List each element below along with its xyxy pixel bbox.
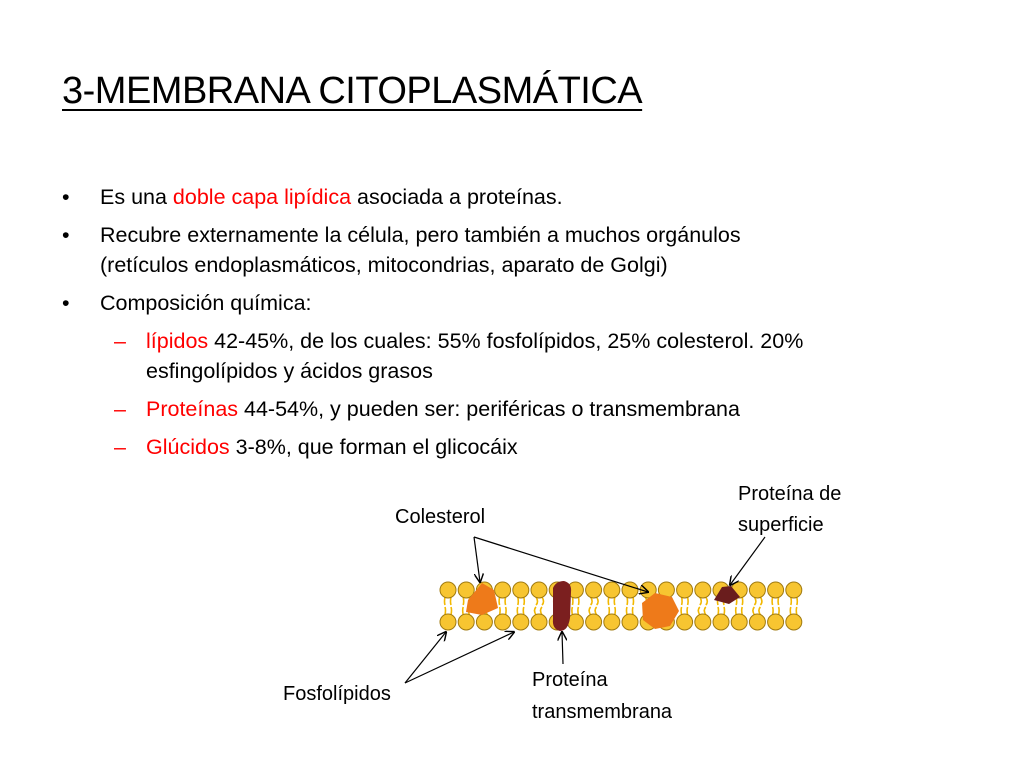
- lipid-tail: [506, 607, 507, 615]
- bullet-text: Es una: [100, 185, 173, 209]
- lipid-tail: [463, 607, 464, 615]
- phospholipid-head: [495, 582, 511, 598]
- phospholipid-head: [622, 614, 638, 630]
- phospholipid-head: [531, 582, 547, 598]
- phospholipid-head: [604, 614, 620, 630]
- lipid-tail: [445, 607, 446, 615]
- lipid-tail: [742, 607, 743, 615]
- phospholipid-head: [604, 582, 620, 598]
- lipid-tail: [524, 597, 525, 605]
- lipid-tail: [589, 607, 591, 615]
- highlight-text: lípidos: [146, 329, 209, 353]
- phospholipid-head: [495, 614, 511, 630]
- lipid-tail: [608, 597, 609, 605]
- label-fosfolipidos: Fosfolípidos: [283, 683, 391, 705]
- label-transmembrane-protein: transmembrana: [532, 701, 673, 723]
- highlight-text: Glúcidos: [146, 435, 230, 459]
- lipid-tail: [615, 607, 616, 615]
- lipid-tail: [499, 597, 500, 605]
- lipid-tail: [742, 597, 743, 605]
- phospholipid-head: [695, 614, 711, 630]
- label-colesterol: Colesterol: [395, 506, 486, 528]
- lipid-tail: [505, 597, 506, 605]
- phospholipid-head: [586, 582, 602, 598]
- phospholipid-head: [695, 582, 711, 598]
- bullet-text: asociada a proteínas.: [351, 185, 563, 209]
- phospholipid-head: [513, 582, 529, 598]
- lipid-tail: [627, 597, 628, 605]
- lipid-tail: [633, 607, 634, 615]
- lipid-tail: [797, 597, 798, 605]
- lipid-tail: [760, 597, 762, 605]
- phospholipid-head: [749, 614, 765, 630]
- phospholipid-head: [586, 614, 602, 630]
- phospholipid-head: [749, 582, 765, 598]
- lipid-tail: [681, 607, 682, 615]
- phospholipid-head: [677, 614, 693, 630]
- lipid-tail: [790, 607, 791, 615]
- sub-bullet-text: 3-8%, que forman el glicocáix: [229, 435, 518, 459]
- lipid-tail: [779, 607, 780, 615]
- lipid-tail: [753, 607, 755, 615]
- phospholipid-head: [731, 614, 747, 630]
- lipid-tail: [724, 607, 725, 615]
- lipid-tail: [572, 607, 573, 615]
- slide-title: 3-MEMBRANA CITOPLASMÁTICA: [62, 70, 643, 112]
- bullet-text: Recubre externamente la célula, pero también a muchos orgánulos: [100, 223, 741, 247]
- phospholipid-head: [713, 614, 729, 630]
- phospholipid-head: [786, 582, 802, 598]
- bullet-text: (retículos endoplasmáticos, mitocondrias, aparato de Golgi): [100, 253, 668, 277]
- lipid-tail: [451, 607, 452, 615]
- phospholipid-head: [531, 614, 547, 630]
- phospholipid-head: [768, 582, 784, 598]
- highlight-text: doble capa lipídica: [172, 185, 352, 209]
- lipid-tail: [614, 597, 615, 605]
- lipid-tail: [451, 597, 452, 605]
- lipid-tail: [682, 597, 683, 605]
- lipid-tail: [535, 607, 537, 615]
- phospholipid-head: [476, 614, 492, 630]
- phospholipid-head: [513, 614, 529, 630]
- lipid-tail: [796, 607, 797, 615]
- lipid-tail: [736, 607, 737, 615]
- lipid-tail: [718, 607, 719, 615]
- lipid-tail: [698, 607, 700, 615]
- pointer-arrows: [405, 537, 765, 683]
- lipid-tail: [687, 607, 688, 615]
- phospholipid-head: [786, 614, 802, 630]
- lipid-tail: [688, 597, 689, 605]
- lipid-tail: [572, 597, 573, 605]
- label-surface-protein: superficie: [738, 514, 824, 536]
- sub-bullet-text: esfingolípidos y ácidos grasos: [146, 359, 433, 383]
- sub-bullet-text: 42-45%, de los cuales: 55% fosfolípidos, 25% colesterol. 20%: [208, 329, 804, 353]
- lipid-tail: [706, 597, 708, 605]
- lipid-tail: [597, 597, 599, 605]
- lipid-tail: [609, 607, 610, 615]
- lipid-tail: [542, 597, 544, 605]
- phospholipid-head: [440, 614, 456, 630]
- transmembrane-protein: [553, 581, 571, 631]
- lipid-tail: [772, 597, 773, 605]
- lipid-tail: [445, 597, 446, 605]
- lipid-tail: [463, 597, 464, 605]
- label-surface-protein: Proteína de: [738, 483, 842, 505]
- lipid-tail: [773, 607, 774, 615]
- lipid-tail: [633, 597, 634, 605]
- lipid-tail: [627, 607, 628, 615]
- phospholipid-head: [440, 582, 456, 598]
- lipid-tail: [517, 607, 518, 615]
- sub-bullet-text: 44-54%, y pueden ser: periféricas o transmembrana: [238, 397, 740, 421]
- phospholipid-head: [458, 614, 474, 630]
- lipid-tail: [578, 607, 579, 615]
- highlight-text: Proteínas: [146, 397, 239, 421]
- lipid-tail: [578, 597, 579, 605]
- bullet-text: Composición química:: [100, 291, 312, 315]
- phospholipid-head: [768, 614, 784, 630]
- lipid-tail: [500, 607, 501, 615]
- lipid-tail: [791, 597, 792, 605]
- label-transmembrane-protein: Proteína: [532, 669, 608, 691]
- lipid-tail: [518, 597, 519, 605]
- phospholipid-head: [677, 582, 693, 598]
- phospholipid-heads-inner: [440, 614, 802, 630]
- lipid-tail: [778, 597, 779, 605]
- lipid-tail: [523, 607, 524, 615]
